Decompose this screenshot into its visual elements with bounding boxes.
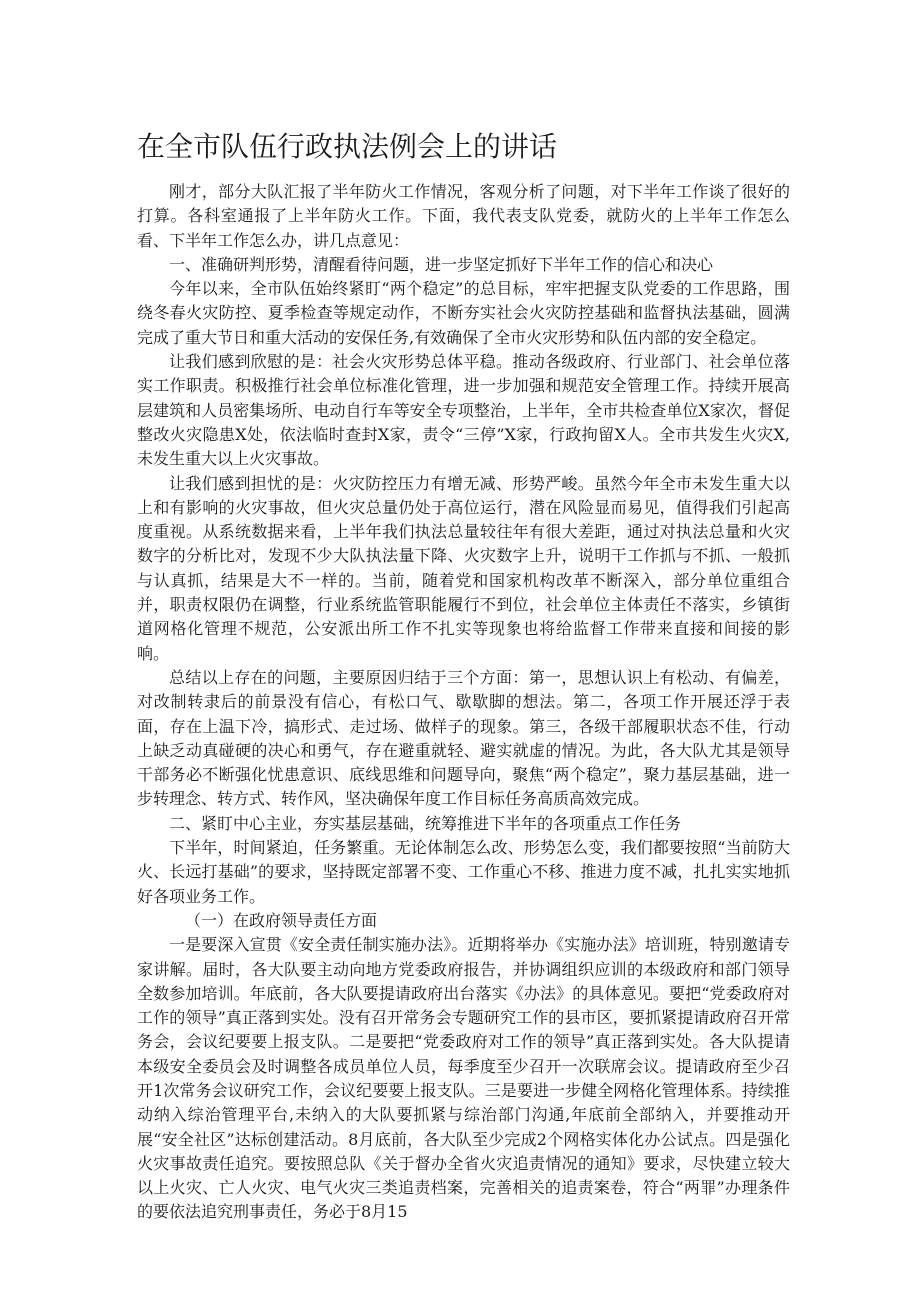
document-page: [137, 124, 790, 1225]
section-heading: 二、紧盯中心主业，夯实基层基础，统筹推进下半年的各项重点工作任务: [169, 813, 682, 833]
paragraph: 让我们感到欣慰的是：社会火灾形势总体平稳。推动各级政府、行业部门、社会单位落实工作职责。积极推行社会单位标准化管理，进一步加强和规范安全管理工作。持续开展高层建筑和人员密集场所、电动自行车等安全专项整治，上半年，全市共检查单位X家次，督促整改火灾隐患X处，依法临时查封X家，责令“三停”X家，行政拘留X人。全市共发生火灾X,未发生重大以上火灾事故。: [137, 352, 790, 469]
paragraph: 总结以上存在的问题，主要原因归结于三个方面：第一，思想认识上有松动、有偏差，对改制转隶后的前景没有信心，有松口气、歇歇脚的想法。第二，各项工作开展还浮于表面，存在上温下冷，搞形式、走过场、做样子的现象。第三，各级干部履职状态不佳，行动上缺乏动真碰硬的决心和勇气，存在避重就轻、避实就虚的情况。为此，各大队尤其是领导干部务必不断强化忧患意识、底线思维和问题导向，聚焦“两个稳定”，聚力基层基础，进一步转理念、转方式、转作风，坚决确保年度工作目标任务高质高效完成。: [137, 667, 790, 809]
document-body: [137, 180, 790, 1225]
paragraph: 刚才，部分大队汇报了半年防火工作情况，客观分析了问题，对下半年工作谈了很好的打算。各科室通报了上半年防火工作。下面，我代表支队党委，就防火的上半年工作怎么看、下半年工作怎么办，讲几点意见：: [137, 182, 790, 250]
paragraph: 让我们感到担忧的是：火灾防控压力有增无减、形势严峻。虽然今年全市未发生重大以上和有影响的火灾事故，但火灾总量仍处于高位运行，潜在风险显而易见，值得我们引起高度重视。从系统数据来看，上半年我们执法总量较往年有很大差距，通过对执法总量和火灾数字的分析比对，发现不少大队执法量下降、火灾数字上升，说明干工作抓与不抓、一般抓与认真抓，结果是大不一样的。当前，随着党和国家机构改革不断深入，部分单位重组合并，职责权限仍在调整，行业系统监管职能履行不到位，社会单位主体责任不落实，乡镇街道网格化管理不规范，公安派出所工作不扎实等现象也将给监督工作带来直接和间接的影响。: [137, 473, 790, 663]
section-heading: 一、准确研判形势，清醒看待问题，进一步坚定抓好下半年工作的信心和决心: [169, 254, 714, 274]
paragraph: 一是要深入宣贯《安全责任制实施办法》。近期将举办《实施办法》培训班，特别邀请专家讲解。届时，各大队要主动向地方党委政府报告，并协调组织应训的本级政府和部门领导全数参加培训。年底前，各大队要提请政府出台落实《办法》的具体意见。要把“党委政府对工作的领导”真正落到实处。没有召开常务会专题研究工作的县市区，要抓紧提请政府召开常务会，会议纪要要上报支队。二是要把“党委政府对工作的领导”真正落到实处。各大队提请本级安全委员会及时调整各成员单位人员，每季度至少召开一次联席会议。提请政府至少召开1次常务会议研究工作，会议纪要要上报支队。三是要进一步健全网格化管理体系。持续推动纳入综治管理平台,未纳入的大队要抓紧与综治部门沟通,年底前全部纳入，并要推动开展“安全社区”达标创建活动。8月底前，各大队至少完成2个网格实体化办公试点。四是强化火灾事故责任追究。要按照总队《关于督办全省火灾追责情况的通知》要求，尽快建立较大以上火灾、亡人火灾、电气火灾三类追责档案，完善相关的追责案卷，符合“两罪”办理条件的要依法追究刑事责任，务必于8月15: [137, 935, 790, 1222]
paragraph: 下半年，时间紧迫，任务繁重。无论体制怎么改、形势怎么变，我们都要按照“当前防大火、长远打基础”的要求，坚持既定部署不变、工作重心不移、推进力度不减，扎扎实实地抓好各项业务工作。: [137, 838, 790, 906]
document-title: 在全市队伍行政执法例会上的讲话: [137, 130, 558, 163]
subsection-heading: （一）在政府领导责任方面: [185, 910, 378, 930]
paragraph: 今年以来，全市队伍始终紧盯“两个稳定”的总目标，牢牢把握支队党委的工作思路，围绕冬春火灾防控、夏季检查等规定动作，不断夯实社会火灾防控基础和监督执法基础，圆满完成了重大节日和重大活动的安保任务,有效确保了全市火灾形势和队伍内部的安全稳定。: [137, 279, 790, 347]
